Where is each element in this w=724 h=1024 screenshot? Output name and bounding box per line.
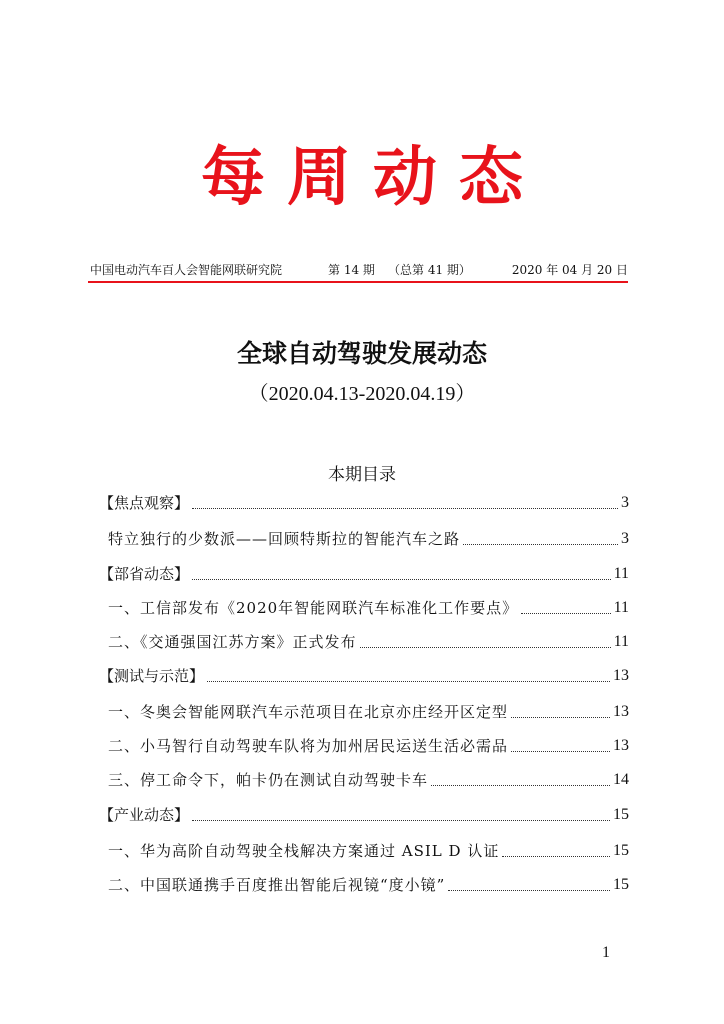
toc-item[interactable] (108, 732, 629, 760)
toc-section-ministry[interactable] (99, 560, 629, 588)
toc-page-number: 3 (621, 494, 629, 511)
issue-date: 2020 年 04 月 20 日 (511, 263, 628, 277)
toc-item[interactable] (108, 525, 629, 553)
issue-bar (90, 261, 628, 279)
toc-section-focus[interactable] (99, 489, 629, 517)
toc-leader-dots (431, 771, 610, 786)
toc-entry-text: 【焦点观察】 (99, 494, 190, 512)
toc-page-number: 13 (613, 703, 629, 720)
toc-item[interactable] (108, 871, 629, 899)
toc-page-number: 11 (613, 633, 629, 650)
header-divider (88, 281, 628, 283)
toc-section-industry[interactable] (99, 801, 629, 829)
toc-section-testing[interactable] (99, 662, 629, 690)
masthead-title: 每周动态 (201, 140, 545, 215)
toc-entry-text: 一、工信部发布《2020年智能网联汽车标准化工作要点》 (108, 599, 519, 617)
toc-page-number: 13 (613, 737, 629, 754)
issue-number: 第 14 期 (328, 263, 375, 277)
toc-leader-dots (192, 565, 611, 580)
toc-leader-dots (192, 806, 610, 821)
page-number: 1 (602, 944, 610, 961)
toc-entry-text: 一、冬奥会智能网联汽车示范项目在北京亦庄经开区定型 (108, 703, 509, 721)
toc-leader-dots (207, 667, 610, 682)
toc-leader-dots (192, 494, 618, 509)
toc-page-number: 11 (613, 565, 629, 582)
toc-leader-dots (448, 876, 610, 891)
toc-entry-text: 【测试与示范】 (99, 667, 205, 685)
toc-leader-dots (360, 633, 611, 648)
toc-page-number: 15 (613, 806, 629, 823)
toc-item[interactable] (108, 628, 629, 656)
toc-page-number: 15 (613, 842, 629, 859)
issue-total: （总第 41 期） (388, 263, 471, 277)
toc-page-number: 13 (613, 667, 629, 684)
toc-item[interactable] (108, 594, 629, 622)
issue-organization: 中国电动汽车百人会智能网联研究院 (90, 263, 283, 277)
toc-leader-dots (521, 599, 610, 614)
toc-entry-text: 二、小马智行自动驾驶车队将为加州居民运送生活必需品 (108, 737, 509, 755)
toc-entry-text: 【部省动态】 (99, 565, 190, 583)
toc-entry-text: 一、华为高阶自动驾驶全栈解决方案通过 ASIL D 认证 (108, 842, 500, 860)
toc-entry-text: 【产业动态】 (99, 806, 190, 824)
toc-entry-text: 特立独行的少数派——回顾特斯拉的智能汽车之路 (108, 530, 461, 548)
toc-page-number: 3 (621, 530, 629, 547)
toc-item[interactable] (108, 837, 629, 865)
toc-entry-text: 二、《交通强国江苏方案》正式发布 (108, 633, 357, 651)
toc-page-number: 14 (613, 771, 629, 788)
document-date-range: （2020.04.13-2020.04.19） (248, 383, 476, 405)
toc-leader-dots (511, 737, 610, 752)
toc-entry-text: 二、中国联通携手百度推出智能后视镜“度小镜” (108, 876, 446, 894)
toc-leader-dots (463, 530, 618, 545)
toc-entry-text: 三、停工命令下，帕卡仍在测试自动驾驶卡车 (108, 771, 429, 789)
document-title: 全球自动驾驶发展动态 (236, 339, 487, 368)
toc-item[interactable] (108, 698, 629, 726)
toc-page-number: 15 (613, 876, 629, 893)
toc-page-number: 11 (613, 599, 629, 616)
toc-heading: 本期目录 (328, 465, 396, 485)
toc-leader-dots (502, 842, 610, 857)
toc-leader-dots (511, 703, 610, 718)
toc-item[interactable] (108, 766, 629, 794)
